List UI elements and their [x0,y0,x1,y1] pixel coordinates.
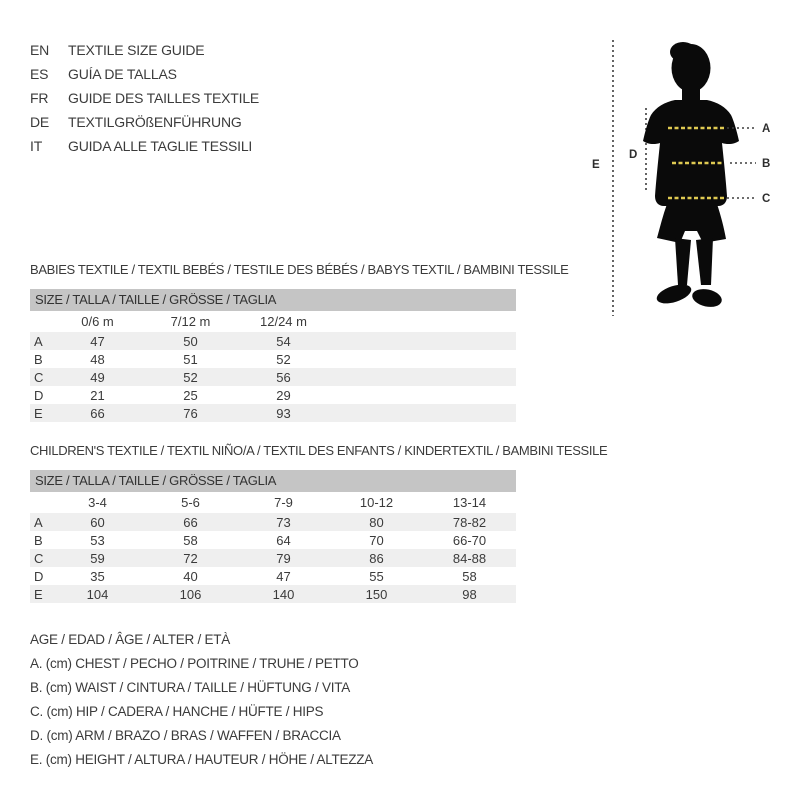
language-row [30,134,259,158]
size-value: 47 [276,568,291,584]
language-list [30,38,259,158]
language-label: GUÍA DE TALLAS [68,66,177,82]
measurement-legend [30,628,373,772]
table-row [30,567,516,585]
language-row [30,38,259,62]
size-value: 56 [276,369,291,385]
size-value: 54 [276,333,291,349]
language-row [30,86,259,110]
language-code: DE [30,114,50,130]
table-row [30,368,516,386]
empty-cell [423,311,516,332]
column-header: 5-6 [181,495,200,510]
size-value: 66-70 [452,532,487,548]
size-value: 52 [183,369,198,385]
size-value: 51 [183,351,198,367]
column-header: 3-4 [88,495,107,510]
size-value: 64 [276,532,291,548]
size-value: 84-88 [452,550,487,566]
language-code: IT [30,138,43,154]
size-value: 55 [369,568,384,584]
size-value: 49 [90,369,105,385]
column-header: 12/24 m [260,314,307,329]
table-row [30,585,516,603]
size-value: 73 [276,514,291,530]
empty-cell [330,311,423,332]
empty-cell [330,350,423,368]
empty-cell [330,404,423,422]
size-value: 86 [369,550,384,566]
size-value: 48 [90,351,105,367]
empty-cell [423,368,516,386]
size-value: 50 [183,333,198,349]
children-size-table [30,492,516,603]
legend-item: A. (cm) CHEST / PECHO / POITRINE / TRUHE / PETTO [30,656,359,671]
marker-label-c: C [762,193,771,205]
empty-cell [330,332,423,350]
left-leg-shape [675,238,691,285]
babies-size-header-bar: SIZE / TALLA / TAILLE / GRÖSSE / TAGLIA [30,289,516,311]
size-value: 106 [179,586,202,602]
column-header: 13-14 [452,495,487,510]
table-row [30,513,516,531]
row-label: A [34,333,43,349]
table-row [30,332,516,350]
row-label: B [34,351,43,367]
row-label: A [34,514,43,530]
table-row [30,549,516,567]
right-leg-shape [696,238,713,285]
size-value: 140 [272,586,295,602]
size-value: 58 [183,532,198,548]
language-label: TEXTILE SIZE GUIDE [68,42,205,58]
size-value: 53 [90,532,105,548]
size-value: 66 [183,514,198,530]
language-code: ES [30,66,49,82]
language-label: GUIDE DES TAILLES TEXTILE [68,90,260,106]
tshirt-shape [643,100,739,206]
language-row [30,62,259,86]
row-label: C [34,550,44,566]
column-header: 7-9 [274,495,293,510]
size-value: 98 [462,586,477,602]
marker-label-b: B [762,158,771,170]
left-shoe-shape [654,281,693,307]
empty-cell [423,386,516,404]
size-value: 66 [90,405,105,421]
child-silhouette-diagram [580,22,790,317]
table-row [30,531,516,549]
size-value: 35 [90,568,105,584]
empty-cell [423,350,516,368]
size-value: 59 [90,550,105,566]
size-value: 150 [365,586,388,602]
language-code: FR [30,90,49,106]
children-size-header-bar: SIZE / TALLA / TAILLE / GRÖSSE / TAGLIA [30,470,516,492]
children-section-title: CHILDREN'S TEXTILE / TEXTIL NIÑO/A / TEXTIL DES ENFANTS / KINDERTEXTIL / BAMBINI TESSILE [30,443,608,458]
size-value: 104 [86,586,109,602]
size-value: 80 [369,514,384,530]
language-code: EN [30,42,50,58]
children-column-header-row [30,492,516,513]
table-row [30,404,516,422]
legend-item: E. (cm) HEIGHT / ALTURA / HAUTEUR / HÖHE / ALTEZZA [30,752,374,767]
right-shoe-shape [691,287,724,310]
size-value: 29 [276,387,291,403]
table-row [30,386,516,404]
child-silhouette [643,42,739,309]
empty-cell [330,386,423,404]
language-label: GUIDA ALLE TAGLIE TESSILI [68,138,253,154]
column-header: 0/6 m [81,314,114,329]
size-value: 58 [462,568,477,584]
size-value: 21 [90,387,105,403]
size-value: 76 [183,405,198,421]
column-header: 10-12 [359,495,394,510]
column-header: 7/12 m [170,314,211,329]
babies-size-table [30,311,516,422]
row-label: D [34,387,44,403]
measurement-figure [580,22,790,317]
legend-item: B. (cm) WAIST / CINTURA / TAILLE / HÜFTUNG / VITA [30,680,351,695]
marker-label-e: E [592,159,600,171]
marker-label-d: D [629,149,638,161]
size-value: 70 [369,532,384,548]
shorts-shape [657,204,726,243]
row-label: E [34,405,43,421]
size-value: 40 [183,568,198,584]
size-value: 78-82 [452,514,487,530]
table-row [30,350,516,368]
size-value: 25 [183,387,198,403]
marker-label-a: A [762,123,771,135]
size-value: 52 [276,351,291,367]
row-label: E [34,586,43,602]
legend-age-line: AGE / EDAD / ÂGE / ALTER / ETÀ [30,632,231,647]
size-value: 60 [90,514,105,530]
size-value: 93 [276,405,291,421]
size-value: 72 [183,550,198,566]
size-value: 79 [276,550,291,566]
corner-cell [30,311,51,332]
babies-column-header-row [30,311,516,332]
empty-cell [330,368,423,386]
row-label: D [34,568,44,584]
size-value: 47 [90,333,105,349]
corner-cell [30,492,51,513]
empty-cell [423,332,516,350]
row-label: C [34,369,44,385]
babies-section-title: BABIES TEXTILE / TEXTIL BEBÉS / TESTILE DES BÉBÉS / BABYS TEXTIL / BAMBINI TESSILE [30,262,569,277]
language-label: TEXTILGRÖßENFÜHRUNG [68,114,242,130]
empty-cell [423,404,516,422]
legend-item: D. (cm) ARM / BRAZO / BRAS / WAFFEN / BRACCIA [30,728,341,743]
legend-item: C. (cm) HIP / CADERA / HANCHE / HÜFTE / HIPS [30,704,324,719]
language-row [30,110,259,134]
row-label: B [34,532,43,548]
